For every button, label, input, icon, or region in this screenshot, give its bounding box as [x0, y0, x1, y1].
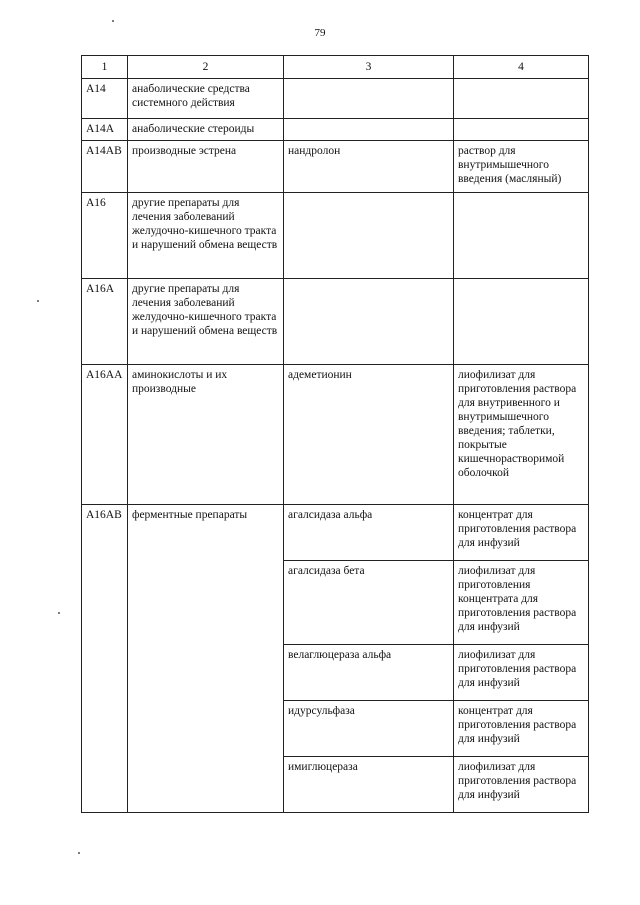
dosage-form-cell: лиофилизат для приготовления раствора для инфузий [454, 757, 589, 813]
drug-name-cell: нандролон [284, 141, 454, 193]
dosage-form-cell: концентрат для приготовления раствора для инфузий [454, 505, 589, 561]
drug-name-cell: агалсидаза альфа [284, 505, 454, 561]
atc-code-cell: A14A [82, 119, 128, 141]
table-row [82, 141, 589, 193]
group-name-cell: анаболические средства системного действия [128, 79, 284, 119]
group-name-cell: другие препараты для лечения заболеваний желудочно-кишечного тракта и нарушений обмена веществ [128, 279, 284, 365]
table-row [82, 365, 589, 505]
header-col-2: 2 [128, 56, 284, 79]
header-col-1: 1 [82, 56, 128, 79]
atc-code-cell: A16AB [82, 505, 128, 813]
atc-code-cell: A16AA [82, 365, 128, 505]
drug-name-cell: велаглюцераза альфа [284, 645, 454, 701]
scan-speck [37, 300, 39, 302]
drug-name-cell: адеметионин [284, 365, 454, 505]
group-name-cell: аминокислоты и их производные [128, 365, 284, 505]
dosage-form-cell [454, 79, 589, 119]
drug-name-cell: имиглюцераза [284, 757, 454, 813]
drug-name-cell [284, 193, 454, 279]
drug-name-cell [284, 119, 454, 141]
medication-table [81, 55, 589, 813]
scan-speck [112, 20, 114, 22]
dosage-form-cell: лиофилизат для приготовления раствора для внутривенного и внутримышечного введения; таблетки, покрытые кишечнорастворимой оболочкой [454, 365, 589, 505]
scan-speck [58, 612, 60, 614]
table-row [82, 79, 589, 119]
scan-speck [78, 852, 80, 854]
dosage-form-cell: концентрат для приготовления раствора для инфузий [454, 701, 589, 757]
table-row [82, 193, 589, 279]
header-col-4: 4 [454, 56, 589, 79]
table-header-row [82, 56, 589, 79]
drug-name-cell [284, 279, 454, 365]
table-row [82, 279, 589, 365]
atc-code-cell: A14AB [82, 141, 128, 193]
dosage-form-cell: раствор для внутримышечного введения (масляный) [454, 141, 589, 193]
group-name-cell: другие препараты для лечения заболеваний желудочно-кишечного тракта и нарушений обмена веществ [128, 193, 284, 279]
group-name-cell: производные эстрена [128, 141, 284, 193]
drug-name-cell: идурсульфаза [284, 701, 454, 757]
atc-code-cell: A16A [82, 279, 128, 365]
table-body [82, 79, 589, 813]
table-row [82, 119, 589, 141]
header-col-3: 3 [284, 56, 454, 79]
dosage-form-cell [454, 279, 589, 365]
drug-name-cell [284, 79, 454, 119]
drug-name-cell: агалсидаза бета [284, 561, 454, 645]
atc-code-cell: A16 [82, 193, 128, 279]
table-row [82, 505, 589, 561]
group-name-cell: анаболические стероиды [128, 119, 284, 141]
dosage-form-cell: лиофилизат для приготовления раствора для инфузий [454, 645, 589, 701]
dosage-form-cell: лиофилизат для приготовления концентрата для приготовления раствора для инфузий [454, 561, 589, 645]
dosage-form-cell [454, 193, 589, 279]
atc-code-cell: A14 [82, 79, 128, 119]
page-number: 79 [314, 27, 326, 39]
dosage-form-cell [454, 119, 589, 141]
group-name-cell: ферментные препараты [128, 505, 284, 813]
